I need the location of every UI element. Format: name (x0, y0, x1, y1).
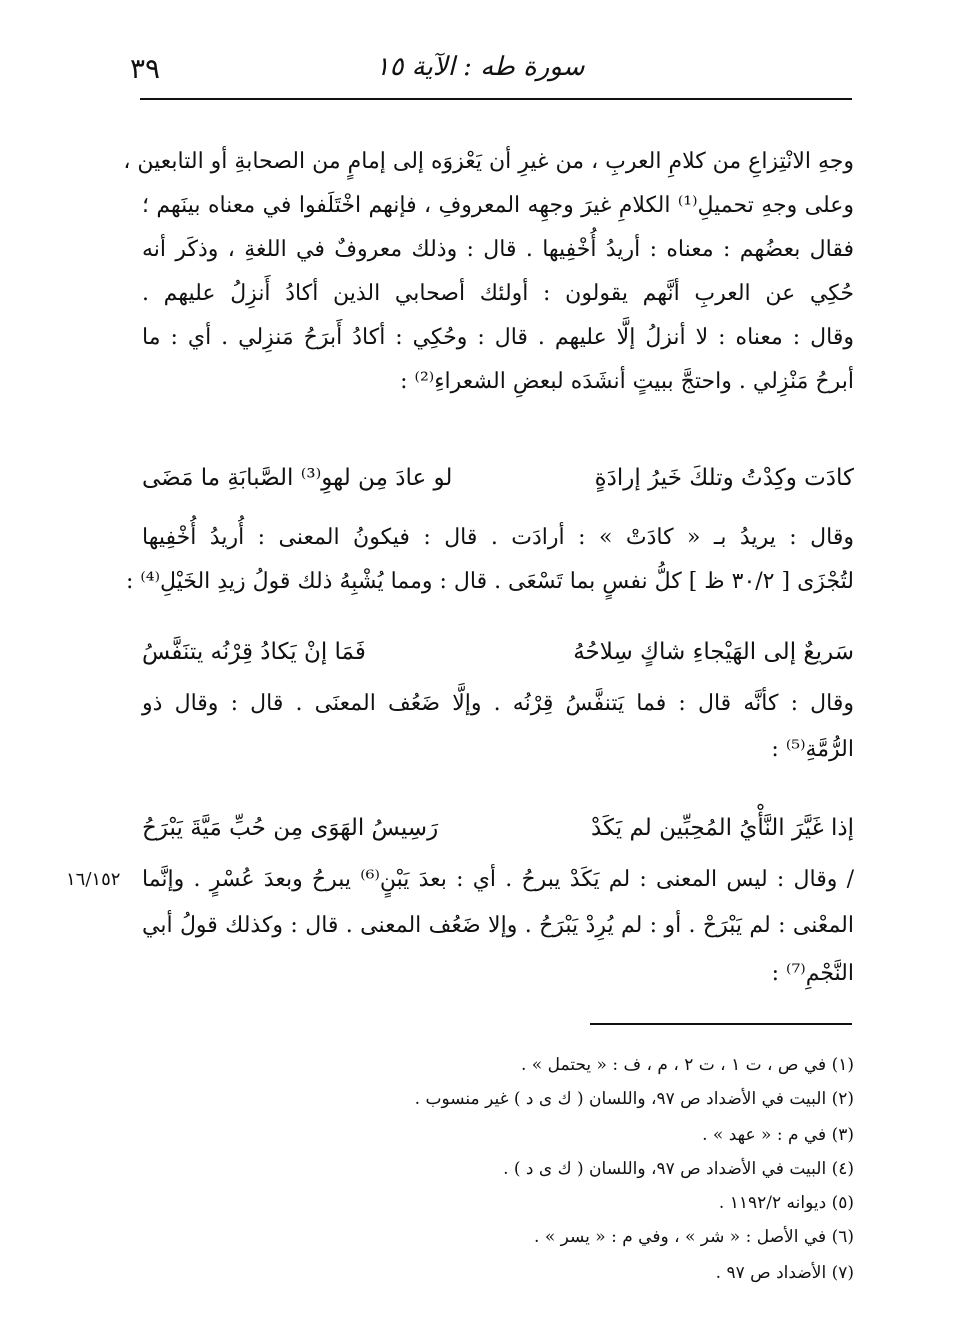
text-line: وقال : كأنَّه قال : فما يَتنفَّسُ قِرْنُه . وإلَّا ضَعُف المعنَى . قال : وقال ذو (142, 691, 854, 716)
verse-first-hemistich: إذا غَيَّرَ النَّأْيُ المُحِبِّين لم يَكَدْ (590, 815, 854, 841)
text-line: حُكِي عن العربِ أنَّهم يقولون : أولئك أصحابي الذين أكادُ أَنزِلُ عليهم . (142, 281, 854, 306)
verse-line (142, 632, 854, 672)
text-line: وعلى وجهِ تحميلِ⁽¹⁾ الكلامِ غيرَ وجهِه المعروفِ ، فإنهم اخْتَلَفوا في معناه بينَهم ؛ (142, 193, 854, 218)
verse-second-hemistich: لو عادَ مِن لهوِ⁽³⁾ الصَّبابَةِ ما مَضَى (142, 465, 453, 491)
verse-second-hemistich: رَسِيسُ الهَوَى مِن حُبِّ مَيَّةَ يَبْرَحُ (142, 815, 439, 841)
verse-line (142, 808, 854, 848)
verse-line (142, 458, 854, 498)
footnote: (٢) البيت في الأضداد ص ٩٧، واللسان ( ك ى د ) غير منسوب . (414, 1089, 854, 1109)
page-number: ٣٩ (130, 52, 161, 85)
verse-first-hemistich: سَريعٌ إلى الهَيْجاءِ شاكٍ سِلاحُهُ (573, 639, 854, 665)
text-line: النَّجْمِ⁽⁷⁾ : (771, 961, 854, 986)
margin-folio-reference: ١٦/١٥٢ (66, 869, 121, 890)
text-line: المعْنى : لم يَبْرَحْ . أو : لم يُرِدْ يَبْرَحُ . وإلا ضَعُف المعنى . قال : وكذلك قولُ أبي (142, 913, 854, 938)
footnote-divider (590, 1023, 852, 1025)
text-line: وقال : يريدُ بـ « كادَتْ » : أرادَت . قال : فيكونُ المعنى : أُريدُ أُخْفِيها (142, 525, 854, 550)
text-line: أبرحُ مَنْزِلي . واحتجَّ ببيتٍ أنشَدَه لبعضِ الشعراءِ⁽²⁾ : (400, 369, 854, 394)
footnote: (٥) ديوانه ١١٩٢/٢ . (718, 1193, 854, 1213)
running-header-title: سورة طه : الآية ١٥ (375, 52, 585, 82)
footnote: (٧) الأضداد ص ٩٧ . (715, 1263, 854, 1283)
text-line: / وقال : ليس المعنى : لم يَكَدْ يبرحُ . أي : بعدَ يَبْنٍ⁽⁶⁾ يبرحُ وبعدَ عُسْرٍ . وإنَّما (142, 867, 854, 892)
footnote: (٣) في م : « عهد » . (702, 1125, 854, 1145)
header-divider (140, 98, 852, 100)
verse-first-hemistich: كادَت وكِدْتُ وتلكَ خَيرُ إرادَةٍ (594, 465, 854, 491)
verse-second-hemistich: فَمَا إنْ يَكادُ قِرْنُه يتنَفَّسُ (142, 639, 366, 665)
text-line: لتُجْزَى [ ٣٠/٢ ظ ] كلُّ نفسٍ بما تَسْعَى . قال : ومما يُشْبِهُ ذلك قولُ زيدِ الخَيْلِ⁽⁴⁾ : (125, 569, 854, 594)
footnote: (٦) في الأصل : « شر » ، وفي م : « يسر » . (534, 1227, 854, 1247)
footnote: (٤) البيت في الأضداد ص ٩٧، واللسان ( ك ى د ) . (503, 1159, 854, 1179)
text-line: فقال بعضُهم : معناه : أريدُ أُخْفِيها . قال : وذلك معروفٌ في اللغةِ ، وذكَر أنه (142, 237, 854, 262)
text-line: الرُّمَّةِ⁽⁵⁾ : (771, 737, 854, 762)
footnote: (١) في ص ، ت ١ ، ت ٢ ، م ، ف : « يحتمل » . (521, 1055, 854, 1075)
text-line: وجهِ الانْتِزاعِ من كلامِ العربِ ، من غيرِ أن يَعْزوَه إلى إمامٍ من الصحابةِ أو التابعين ، (123, 149, 854, 174)
text-line: وقال : معناه : لا أنزلُ إلَّا عليهم . قال : وحُكِي : أكادُ أَبرَحُ مَنزِلي . أي : ما (142, 325, 854, 350)
